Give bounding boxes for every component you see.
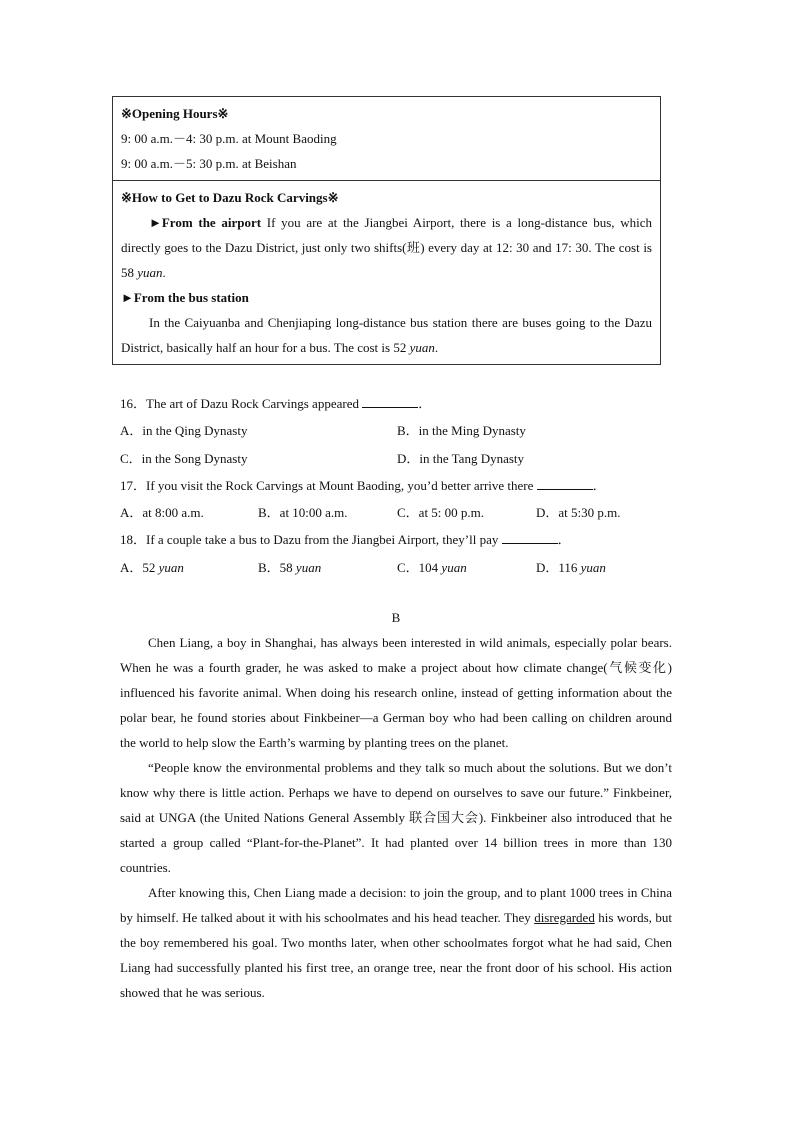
question-16: 16．The art of Dazu Rock Carvings appeared ． [120, 396, 432, 411]
currency: yuan [158, 560, 184, 575]
answer-blank [502, 531, 558, 544]
reading-passage [120, 630, 672, 1005]
airport-label: ►From the airport [149, 215, 262, 230]
option-16-a[interactable]: A．in the Qing Dynasty [120, 423, 248, 438]
option-16-d[interactable]: D．in the Tang Dynasty [397, 451, 525, 466]
currency: yuan [580, 560, 606, 575]
question-17: 17．If you visit the Rock Carvings at Mount Baoding, you’d better arrive there ． [120, 478, 606, 493]
option-17-b[interactable]: B．at 10:00 a.m. [258, 505, 348, 520]
bus-end: . [434, 340, 439, 355]
hours-beishan: 9: 00 a.m.－5: 30 p.m. at Beishan [121, 156, 297, 171]
hours-baoding: 9: 00 a.m.－4: 30 p.m. at Mount Baoding [121, 131, 337, 146]
question-18-stem: 18．If a couple take a bus to Dazu from the Jiangbei Airport, they’ll pay [120, 532, 502, 547]
option-16-c[interactable]: C．in the Song Dynasty [120, 451, 248, 466]
passage-paragraph-2: “People know the environmental problems and they talk so much about the solutions. But we don’t know why there is little action. Perhaps we have to depend on ourselves to save our future.” Finkbeiner, said at UNGA (the United Nations General Assembly 联合国大会). Finkbeiner also introduced that he started a group called “Plant-for-the-Planet”. It had planted over 14 billion trees in more than 130 countries. [120, 760, 672, 875]
question-17-stem: 17．If you visit the Rock Carvings at Mount Baoding, you’d better arrive there [120, 478, 537, 493]
bus-label: ►From the bus station [121, 290, 249, 305]
opening-hours-cell [113, 97, 660, 180]
option-17-a[interactable]: A．at 8:00 a.m. [120, 505, 204, 520]
passage-paragraph-1: Chen Liang, a boy in Shanghai, has always been interested in wild animals, especially polar bears. When he was a fourth grader, he was asked to make a project about how climate change(气候变化) influenced his favorite animal. When doing his research online, instead of getting information about the polar bear, he found stories about Finkbeiner—a German boy who had been calling on children around the world to help slow the Earth’s warming by planting trees on the planet. [120, 635, 672, 750]
option-18-c-text: C．104 [397, 560, 442, 575]
bus-currency: yuan [409, 340, 435, 355]
passage-paragraph-3-end: his words, but the boy remembered his goal. Two months later, when other schoolmates forgot what he had said, Chen Liang had successfully planted his first tree, an orange tree, near the front door of his school. His action showed that he was serious. [120, 910, 672, 1000]
option-18-d-text: D．116 [536, 560, 581, 575]
directions-cell [113, 180, 660, 364]
airport-currency: yuan [137, 265, 163, 280]
info-box [112, 96, 661, 365]
airport-text: If you are at the Jiangbei Airport, there is a long-distance bus, which directly goes to the Dazu District, just only two shifts(班) every day at 12: 30 and 17: 30. The cost is 58 [121, 215, 652, 280]
opening-hours-title: ※Opening Hours※ [121, 106, 229, 121]
section-b-heading: B [391, 610, 401, 625]
option-18-b-text: B．58 [258, 560, 296, 575]
question-18: 18．If a couple take a bus to Dazu from the Jiangbei Airport, they’ll pay ． [120, 532, 571, 547]
currency: yuan [295, 560, 322, 575]
currency: yuan [441, 560, 467, 575]
answer-blank [362, 395, 418, 408]
bus-text: In the Caiyuanba and Chenjiaping long-distance bus station there are buses going to the Dazu District, basically half an hour for a bus. The cost is 52 [121, 315, 652, 355]
bus-paragraph [121, 310, 652, 360]
airport-paragraph [121, 210, 652, 285]
directions-title: ※How to Get to Dazu Rock Carvings※ [121, 190, 339, 205]
passage-paragraph-3-start: After knowing this, Chen Liang made a decision: to join the group, and to plant 1000 trees in China by himself. He talked about it with his schoolmates and his head teacher. They [120, 885, 672, 925]
option-18-b[interactable] [258, 558, 321, 578]
question-16-stem: 16．The art of Dazu Rock Carvings appeared [120, 396, 363, 411]
option-17-c[interactable]: C．at 5: 00 p.m. [397, 505, 485, 520]
option-18-c[interactable] [397, 558, 467, 578]
option-18-a[interactable] [120, 558, 184, 578]
option-18-a-text: A．52 [120, 560, 159, 575]
underlined-word: disregarded [534, 910, 595, 925]
option-16-b[interactable]: B．in the Ming Dynasty [397, 423, 526, 438]
answer-blank [537, 477, 593, 490]
option-17-d[interactable]: D．at 5:30 p.m. [536, 505, 621, 520]
airport-end: . [162, 265, 166, 280]
option-18-d[interactable] [536, 558, 606, 578]
passage-paragraph-3 [120, 880, 672, 1005]
